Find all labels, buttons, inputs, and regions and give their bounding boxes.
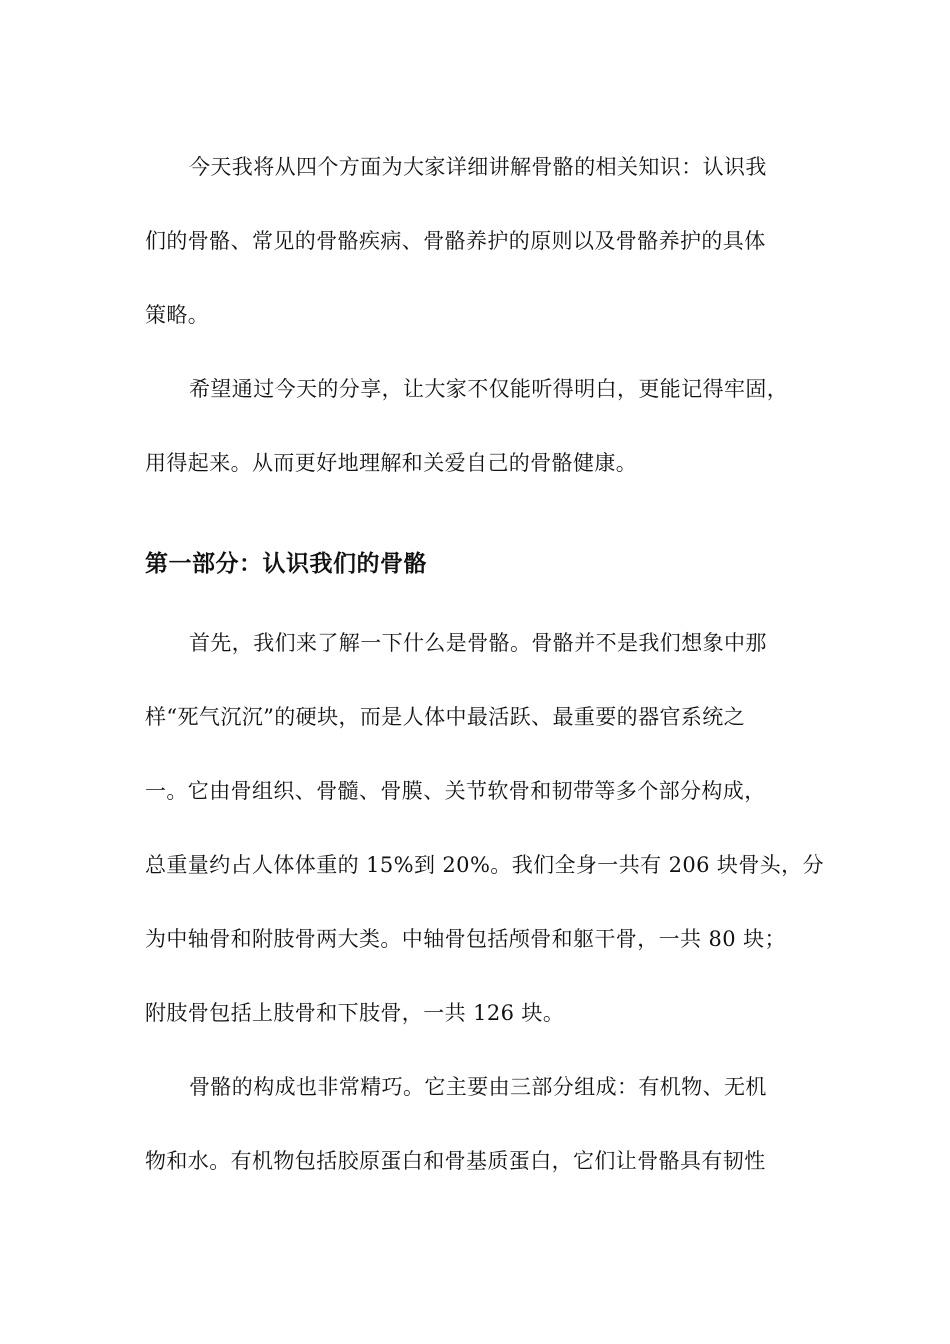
document-body	[145, 130, 824, 1198]
text-line: 今天我将从四个方面为大家详细讲解骨骼的相关知识：认识我	[189, 155, 767, 179]
text-line: 骨骼的构成也非常精巧。它主要由三部分组成：有机物、无机	[189, 1075, 767, 1099]
intro-paragraph-1	[145, 130, 805, 352]
section1-paragraph-1	[145, 606, 824, 1050]
section-heading: 第一部分：认识我们的骨骼	[145, 551, 427, 577]
text-line: 物和水。有机物包括胶原蛋白和骨基质蛋白，它们让骨骼具有韧性	[145, 1149, 766, 1173]
spacer	[145, 500, 805, 536]
text-line: 策略。	[145, 303, 210, 327]
text-line: 首先，我们来了解一下什么是骨骼。骨骼并不是我们想象中那	[189, 631, 767, 655]
text-line: 总重量约占人体体重的 15%到 20%。我们全身一共有 206 块骨头，分	[145, 853, 824, 877]
text-line: 希望通过今天的分享，让大家不仅能听得明白，更能记得牢固，	[189, 377, 789, 401]
text-line: 一。它由骨组织、骨髓、骨膜、关节软骨和韧带等多个部分构成，	[145, 779, 766, 803]
text-line: 为中轴骨和附肢骨两大类。中轴骨包括颅骨和躯干骨，一共 80 块；	[145, 927, 786, 951]
section1-paragraph-2	[145, 1050, 805, 1198]
text-line: 用得起来。从而更好地理解和关爱自己的骨骼健康。	[145, 451, 638, 475]
intro-paragraph-2	[145, 352, 805, 500]
text-line: 附肢骨包括上肢骨和下肢骨，一共 126 块。	[145, 1001, 565, 1025]
text-line: 样“死气沉沉”的硬块，而是人体中最活跃、最重要的器官系统之	[145, 705, 746, 729]
text-line: 们的骨骼、常见的骨骼疾病、骨骼养护的原则以及骨骼养护的具体	[145, 229, 766, 253]
spacer	[145, 592, 805, 606]
